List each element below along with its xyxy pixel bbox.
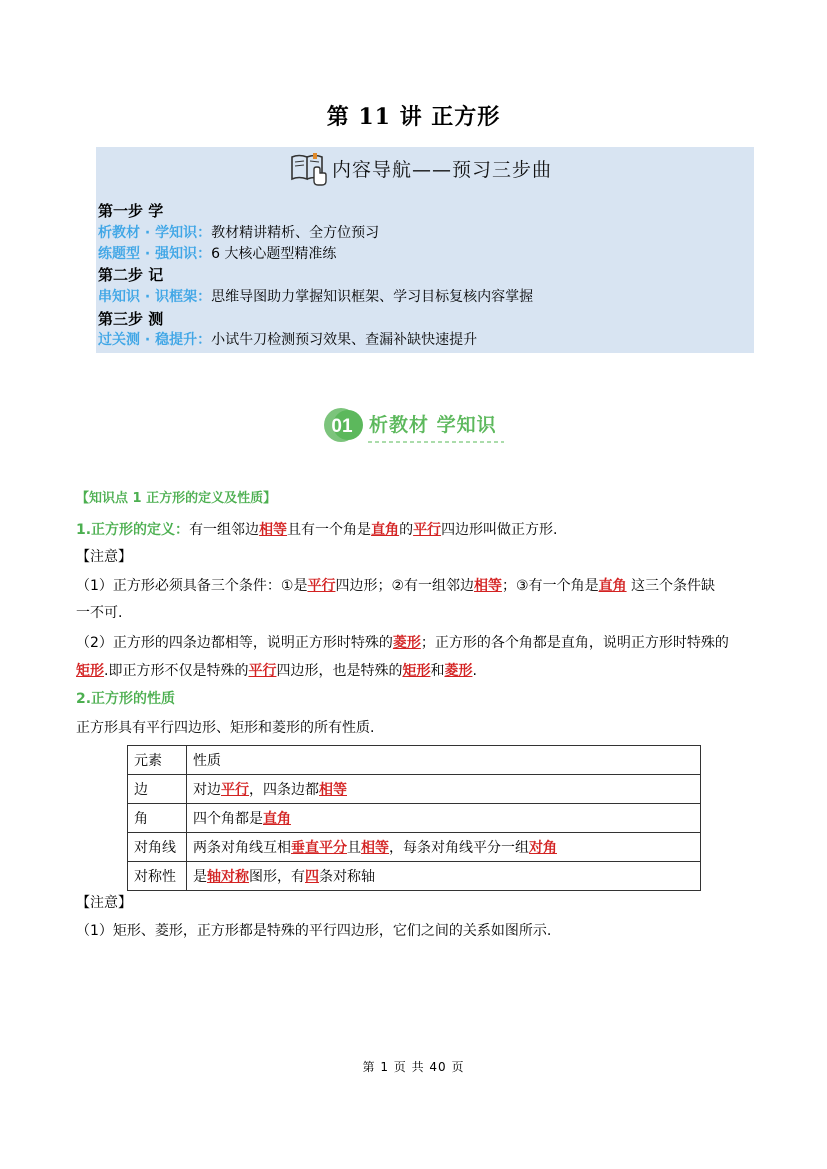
knowledge-point-heading: 【知识点 1 正方形的定义及性质】: [76, 491, 277, 506]
table-cell: [187, 833, 701, 862]
table-cell: [187, 804, 701, 833]
nav-item-2: [98, 244, 336, 264]
key-term: 相等: [361, 840, 389, 856]
content-navigation-box: [96, 147, 754, 353]
page-footer: 第 1 页 共 40 页: [362, 1060, 465, 1074]
table-cell: 对角线: [128, 833, 187, 862]
table-row: [128, 775, 701, 804]
nav-step-1: 第一步 学: [98, 202, 164, 220]
note-1-line-2: 一不可.: [76, 605, 123, 621]
key-term: 四: [305, 869, 319, 885]
key-term: 平行: [221, 782, 249, 798]
section-label: 析教材 学知识: [369, 414, 497, 436]
book-pointer-icon: [289, 151, 329, 187]
text-run: 且有一个角是: [287, 522, 372, 538]
key-term: 垂直平分: [291, 840, 347, 856]
key-term: 菱形: [392, 635, 421, 651]
text-run: （1）正方形必须具备三个条件：①是: [76, 578, 308, 594]
key-term: 平行: [307, 578, 336, 594]
text-run: 图形，有: [249, 869, 305, 885]
key-term: 直角: [371, 522, 400, 538]
definition-line: [76, 519, 558, 541]
nav-header: [96, 147, 754, 187]
text-run: 且: [347, 840, 361, 856]
text-run: 四个角都是: [193, 811, 263, 827]
properties-table: [127, 745, 701, 891]
note-1-line-1: [76, 575, 715, 597]
nav-item-4-text: 小试牛刀检测预习效果、查漏补缺快速提升: [211, 332, 478, 348]
nav-item-3-key: 串知识 · 识框架：: [98, 289, 212, 305]
text-run: 两条对角线互相: [193, 840, 291, 856]
nav-item-2-text: 6 大核心题型精准练: [211, 246, 337, 262]
nav-item-1: [98, 223, 379, 243]
text-run: 条对称轴: [319, 869, 375, 885]
text-run: 四边形；②有一组邻边: [335, 578, 475, 594]
properties-heading: 2.正方形的性质: [76, 691, 176, 707]
nav-item-1-text: 教材精讲精析、全方位预习: [211, 225, 380, 241]
text-run: 四边形叫做正方形.: [441, 522, 558, 538]
note-3: （1）矩形、菱形，正方形都是特殊的平行四边形，它们之间的关系如图所示.: [76, 923, 552, 939]
note-heading-2: 【注意】: [76, 895, 132, 911]
note-heading: 【注意】: [76, 549, 132, 565]
table-row: [128, 833, 701, 862]
text-run: 是: [193, 869, 207, 885]
text-run: ；正方形的各个角都是直角，说明正方形时特殊的: [420, 635, 729, 651]
text-run: .: [472, 663, 477, 679]
key-term: 直角: [598, 578, 627, 594]
nav-item-2-key: 练题型 · 强知识：: [98, 246, 212, 262]
text-run: 有一组邻边: [189, 522, 260, 538]
text-run: 和: [430, 663, 445, 679]
table-row: [128, 862, 701, 891]
table-cell: 边: [128, 775, 187, 804]
nav-item-3-text: 思维导图助力掌握知识框架、学习目标复核内容掌握: [211, 289, 534, 305]
nav-item-4-key: 过关测 · 稳提升：: [98, 332, 212, 348]
nav-item-4: [98, 330, 477, 350]
key-term: 菱形: [444, 663, 473, 679]
key-term: 平行: [413, 522, 442, 538]
text-run: ，四条边都: [249, 782, 319, 798]
key-term: 平行: [248, 663, 277, 679]
key-term: 对角: [529, 840, 557, 856]
table-row: [128, 746, 701, 775]
key-term: 相等: [474, 578, 503, 594]
properties-intro: 正方形具有平行四边形、矩形和菱形的所有性质.: [76, 720, 375, 736]
text-run: ，每条对角线平分一组: [389, 840, 529, 856]
table-cell: [187, 862, 701, 891]
nav-step-2: 第二步 记: [98, 266, 164, 284]
text-run: ；③有一个角是: [502, 578, 599, 594]
note-2-line-1: [76, 632, 729, 654]
table-cell: 元素: [128, 746, 187, 775]
text-run: 的: [399, 522, 414, 538]
table-row: [128, 804, 701, 833]
section-number: 01: [331, 416, 353, 437]
nav-item-1-key: 析教材 · 学知识：: [98, 225, 212, 241]
definition-label: 1.正方形的定义：: [76, 522, 190, 538]
key-term: 直角: [263, 811, 291, 827]
nav-step-3: 第三步 测: [98, 310, 164, 328]
key-term: 矩形: [76, 663, 104, 679]
key-term: 相等: [319, 782, 347, 798]
key-term: 矩形: [402, 663, 431, 679]
table-cell: [187, 775, 701, 804]
table-cell: 对称性: [128, 862, 187, 891]
nav-title: 内容导航——预习三步曲: [332, 159, 553, 181]
table-cell: 性质: [187, 746, 701, 775]
key-term: 轴对称: [207, 869, 249, 885]
text-run: 四边形，也是特殊的: [276, 663, 403, 679]
text-run: 对边: [193, 782, 221, 798]
page-title: 第 11 讲 正方形: [326, 104, 501, 130]
text-run: （2）正方形的四条边都相等，说明正方形时特殊的: [76, 635, 393, 651]
table-cell: 角: [128, 804, 187, 833]
text-run: .即正方形不仅是特殊的: [104, 663, 249, 679]
text-run: 这三个条件缺: [626, 578, 716, 594]
nav-item-3: [98, 287, 533, 307]
note-2-line-2: [76, 660, 477, 682]
key-term: 相等: [259, 522, 288, 538]
